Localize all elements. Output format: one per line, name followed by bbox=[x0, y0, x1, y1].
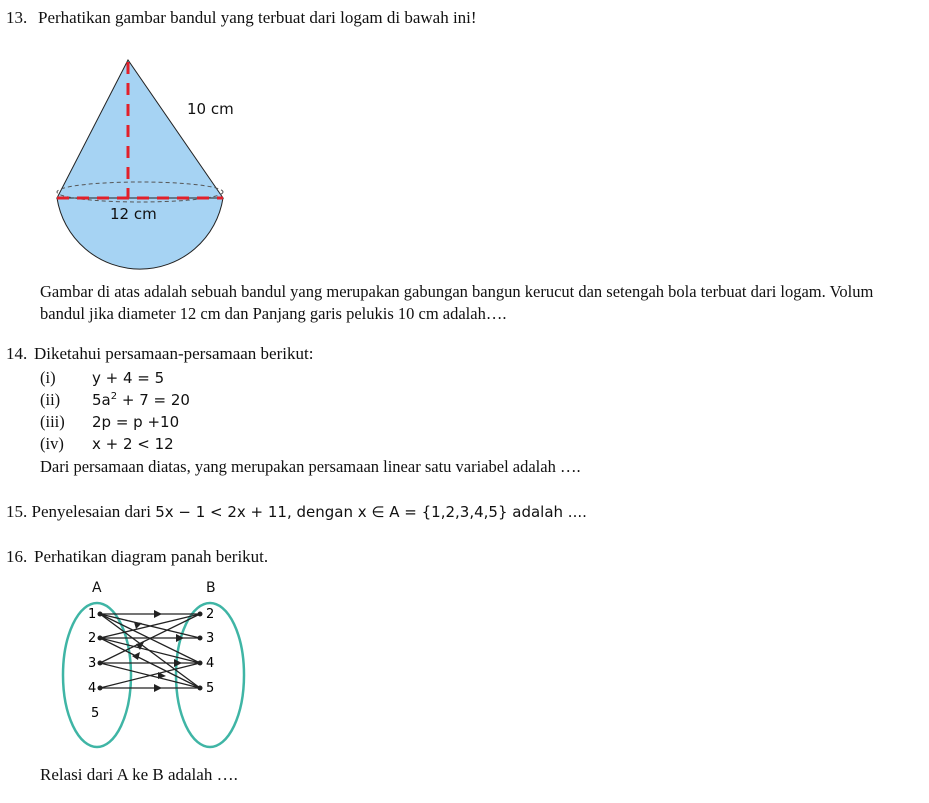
q16-number: 16. bbox=[6, 547, 28, 566]
q14-item-4-equation: x + 2 < 12 bbox=[92, 435, 174, 453]
pendulum-figure bbox=[40, 52, 240, 282]
q13-body-line2: bandul jika diameter 12 cm dan Panjang garis pelukis 10 cm adalah…. bbox=[40, 304, 507, 323]
set-b-ellipse bbox=[176, 603, 244, 747]
q14-number: 14. bbox=[6, 344, 28, 363]
q14-prompt: Diketahui persamaan-persamaan berikut: bbox=[34, 344, 314, 363]
set-b-element-5: 5 bbox=[206, 681, 215, 696]
q15-prefix: Penyelesaian dari bbox=[31, 502, 151, 521]
cone-shape bbox=[57, 60, 223, 198]
arrowhead-1 bbox=[154, 610, 162, 618]
q15-line bbox=[6, 502, 587, 522]
set-a-element-1: 1 bbox=[88, 607, 97, 622]
q14-item-1-label: (i) bbox=[40, 368, 56, 387]
arrow-2-4 bbox=[100, 638, 200, 663]
set-a-element-3: 3 bbox=[88, 656, 97, 671]
q15-number: 15. bbox=[6, 502, 28, 521]
set-a-label: A bbox=[92, 580, 102, 596]
arrow-diagram bbox=[58, 572, 258, 752]
q13-prompt: Perhatikan gambar bandul yang terbuat dari logam di bawah ini! bbox=[38, 8, 477, 27]
set-a-element-5: 5 bbox=[91, 706, 100, 721]
set-a-element-4: 4 bbox=[88, 681, 97, 696]
q14-item-2-equation: $5a^2 + 7 = 20$ bbox=[92, 391, 190, 409]
set-b-element-4: 4 bbox=[206, 656, 215, 671]
slant-label: 10 cm bbox=[187, 100, 234, 118]
set-b-element-2: 2 bbox=[206, 607, 215, 622]
q14-item-3-equation: 2p = p +10 bbox=[92, 413, 180, 431]
arrowhead-3 bbox=[174, 659, 182, 667]
q16-prompt: Perhatikan diagram panah berikut. bbox=[34, 547, 269, 566]
q14-item-2-label: (ii) bbox=[40, 390, 61, 409]
diameter-label: 12 cm bbox=[110, 205, 157, 223]
q15-middle: , dengan x ∈ A = {1,2,3,4,5} adalah .... bbox=[286, 503, 587, 521]
q13-body-line1: Gambar di atas adalah sebuah bandul yang merupakan gabungan bangun kerucut dan setengah bola terbuat dari logam. Volum bbox=[40, 282, 874, 301]
set-a-element-2: 2 bbox=[88, 631, 97, 646]
q14-item-4-label: (iv) bbox=[40, 434, 64, 453]
q16-question: Relasi dari A ke B adalah …. bbox=[40, 765, 238, 784]
q13-number: 13. bbox=[6, 8, 28, 27]
q14-item-3-label: (iii) bbox=[40, 412, 65, 431]
set-b-label: B bbox=[206, 580, 216, 596]
q15-inequality: 5x − 1 < 2x + 11 bbox=[155, 503, 287, 521]
q14-item-1-equation: y + 4 = 5 bbox=[92, 369, 165, 387]
q14-question: Dari persamaan diatas, yang merupakan persamaan linear satu variabel adalah …. bbox=[40, 457, 581, 476]
arrowhead-7 bbox=[132, 652, 140, 660]
arrowhead-4 bbox=[154, 684, 162, 692]
set-b-element-3: 3 bbox=[206, 631, 215, 646]
